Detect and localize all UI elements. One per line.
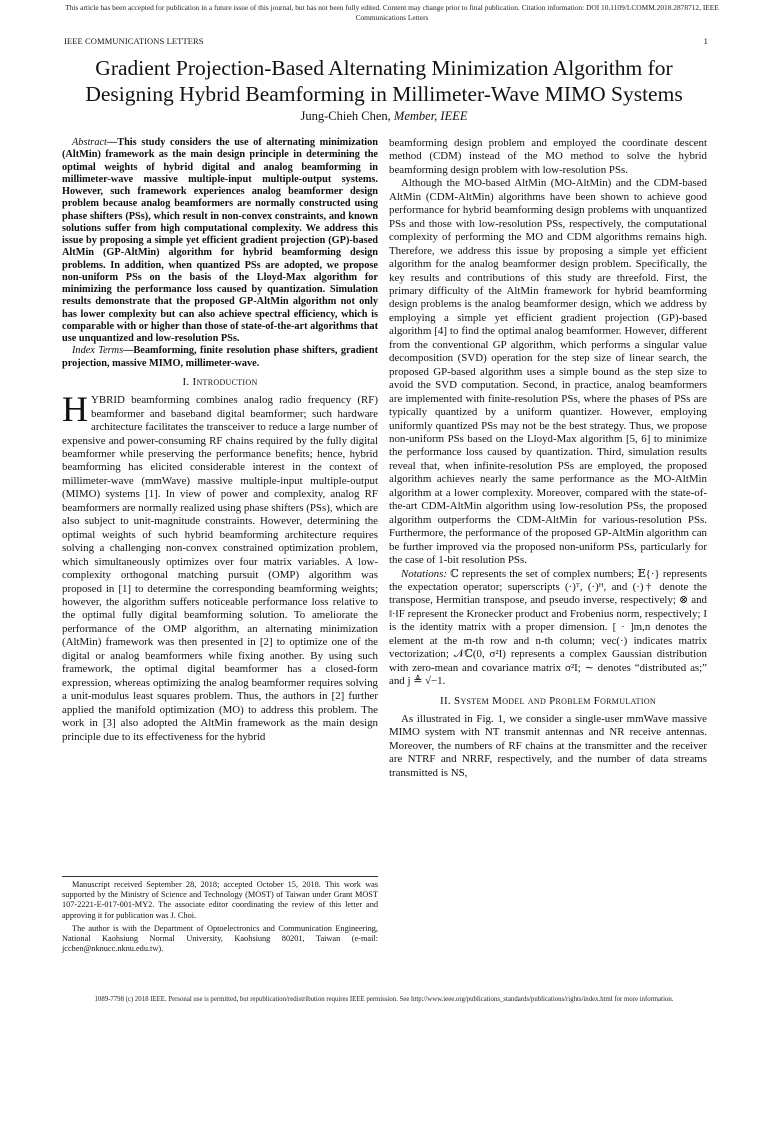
index-terms-text: —Beamforming, finite resolution phase shifters, gradient projection, massive MIMO, millimeter-wave. xyxy=(62,345,379,369)
left-column xyxy=(62,137,378,1130)
journal-name: IEEE COMMUNICATIONS LETTERS xyxy=(64,36,204,46)
paper-title xyxy=(40,55,728,107)
abstract xyxy=(62,137,378,345)
section-heading-system-model: II. System Model and Problem Formulation xyxy=(440,694,656,707)
introduction-paragraph-2: beamforming design problem and employed the coordinate descent method (CDM) instead of the MO method to solve the hybrid beamforming design problem with low-resolution PSs. xyxy=(389,137,707,176)
notations-label: Notations: xyxy=(401,567,447,580)
running-head xyxy=(64,36,708,46)
title-line-2: Designing Hybrid Beamforming in Millimeter-Wave MIMO Systems xyxy=(85,82,683,106)
title-line-1: Gradient Projection-Based Alternating Minimization Algorithm for xyxy=(95,56,673,80)
system-model-paragraph-1: As illustrated in Fig. 1, we consider a single-user mmWave massive MIMO system with NT transmit antennas and NR receive antennas. Moreover, the numbers of RF chains at the transmitter and the receiver are NTRF and NRRF, respectively, and the number of data streams transmitted is NS, xyxy=(389,713,707,779)
right-column xyxy=(389,137,707,967)
right-column-body xyxy=(389,137,707,967)
author-line xyxy=(40,109,728,124)
notations-text: ℂ represents the set of complex numbers; 𝔼{·} represents the expectation operator; superscripts (·)ᵀ, (·)ᴴ, and (·)† denote the transpose, Hermitian transpose, and pseudo inverse, respectively; ⊗ and ‖·‖F represent the Kronecker product and Frobenius norm, respectively; I is the identity matrix with a proper dimension. [ · ]m,n denotes the element at the m-th row and n-th column; vec(·) indicates matrix vectorization; 𝒩ℂ(0, σ²I) represents a complex Gaussian distribution with zero-mean and covariance matrix σ²I; ∼ denotes “distributed as;” and j ≜ √−1. xyxy=(389,567,707,688)
page-number: 1 xyxy=(703,36,708,46)
footnote-affiliation: The author is with the Department of Optoelectronics and Communication Engineering, National Kaohsiung Normal University, Kaohsiung 80201, Taiwan (e-mail: jcchen@nknucc.nknu.edu.tw). xyxy=(62,923,378,954)
introduction-paragraph-3: Although the MO-based AltMin (MO-AltMin) and the CDM-based AltMin (CDM-AltMin) algorithms have been shown to achieve good performance for hybrid beamforming design problems with unquantized PSs and those with low-resolution PSs, respectively, the computational complexity of performing the MO and CDM algorithms remains high. Therefore, we address this issue by proposing a simple yet efficient algorithm for the analog beamformer design problem. Specifically, the key results and contributions of this study are threefold. First, the primary difficulty of the AltMin framework for hybrid beamforming design problems is the analog beamformer design, which we address by employing a simple yet efficient gradient projection (GP)-based algorithm [4] to find the optimal analog beamformer. However, different from the conventional GP algorithm, which performs a singular value decomposition (SVD) operation for the step size of linear search, the proposed GP-based algorithm uses a simple bound as the step size to avoid the SVD computation. Second, in practice, analog beamformers are implemented with finite-resolution PSs, where the phases of PSs are typically quantized by a uniform quantizer. However, employing uniformly quantized PSs may not be the best strategy. Thus, we propose non-uniform PSs based on the Lloyd-Max algorithm [5, 6] to minimize the performance loss caused by quantization. Third, simulation results reveal that, when infinite-resolution PSs are employed, the proposed algorithm achieves nearly the same performance as the MO-AltMin algorithm at a lower complexity. Moreover, compared with the state-of-the-art CDM-AltMin algorithm using low-resolution PSs, the proposed algorithm outperforms the CDM-AltMin for various-resolution PSs. Furthermore, the performance of the proposed GP-AltMin algorithm can be further improved via the proposed non-uniform PSs, particularly for the case of 1-bit resolution PSs. xyxy=(389,177,707,567)
author-role: Member, IEEE xyxy=(393,109,468,123)
footnotes xyxy=(62,876,378,957)
introduction-paragraph-1: YBRID beamforming combines analog radio frequency (RF) beamformer and baseband digital beamformer; such hardware architecture facilitates the transceiver to reduce a large number of expensive and power-consuming RF chains required by the fully digital beamformer while preserving the performance benefits; hence, hybrid beamforming has elicited considerable interest in the context of millimeter-wave (mmWave) massive multiple-input multiple-output (MIMO) systems [1]. In view of power and complexity, analog RF beamformers are normally realized using phase shifters (PSs), which are also subject to unit-magnitude constraints. However, determining the optimal weights of such hybrid beamforming architecture requires solving a challenging non-convex constrained optimization problem, which simultaneously optimizes over four matrix variables. A low-complexity orthogonal matching pursuit (OMP) algorithm was proposed in [1] to determine the corresponding beamforming weights; however, the algorithm suffers noticeable performance loss relative to the optimal fully digital beamforming solution. To ameliorate the performance of the OMP algorithm, an alternating minimization (AltMin) framework was then presented in [2] to optimize one of the digital or analog beamformers while fixing another. By using such framework, the optimal digital beamformer has a closed-form expression, whereas optimizing the analog beamformer requires solving a unit-modulus least squares problem. Thus, the authors in [2] further applied the manifold optimization (MO) to address this problem. The work in [3] also adopted the AltMin framework as the main design principle due to its effectiveness for the hybrid xyxy=(62,394,378,743)
index-terms xyxy=(62,345,378,370)
notations-paragraph xyxy=(389,568,707,689)
publication-notice: This article has been accepted for publication in a future issue of this journal, but has not been fully edited. Content may change prior to final publication. Citation information: DOI 10.1109/LCOMM.2018.2878712, IEEE Communications Letters xyxy=(65,3,719,22)
introduction-body xyxy=(62,394,378,1130)
author-name: Jung-Chieh Chen, xyxy=(300,109,391,123)
drop-cap: H xyxy=(62,394,88,430)
section-heading-introduction: I. Introduction xyxy=(182,375,258,388)
abstract-text: —This study considers the use of alternating minimization (AltMin) framework as the main design principle in determining the optimal weights of hybrid digital and analog beamforming in millimeter-wave massive multiple-input multiple-output systems. However, such framework experiences analog beamformer design problem because analog beamformers are normally constructed using phase shifters (PSs), which result in non-convex constraints, and known solutions suffer from high computational complexity. We address this issue by proposing a simple yet efficient gradient projection (GP)-based AltMin (GP-AltMin) algorithm for hybrid beamforming design problems. In addition, when quantized PSs are adopted, we propose non-uniform PSs on the basis of the Lloyd-Max algorithm for minimizing the performance loss caused by quantization. Simulation results demonstrate that the proposed GP-AltMin algorithm not only has lower complexity but can also achieve spectral efficiency, which is comparable with or higher than those of state-of-the-art algorithms that use unquantized and low-resolution PSs. xyxy=(62,137,378,344)
footnote-manuscript: Manuscript received September 28, 2018; accepted October 15, 2018. This work was supported by the Ministry of Science and Technology (MOST) of Taiwan under Grant MOST 107-2221-E-017-001-MY2. The associate editor coordinating the review of this letter and approving it for publication was J. Choi. xyxy=(62,880,378,920)
index-terms-label: Index Terms xyxy=(72,345,124,357)
abstract-label: Abstract xyxy=(72,137,107,148)
copyright-footer: 1089-7798 (c) 2018 IEEE. Personal use is permitted, but republication/redistribution requires IEEE permission. See http://www.ieee.org/publications_standards/publications/rights/index.html for more information. xyxy=(94,996,674,1003)
